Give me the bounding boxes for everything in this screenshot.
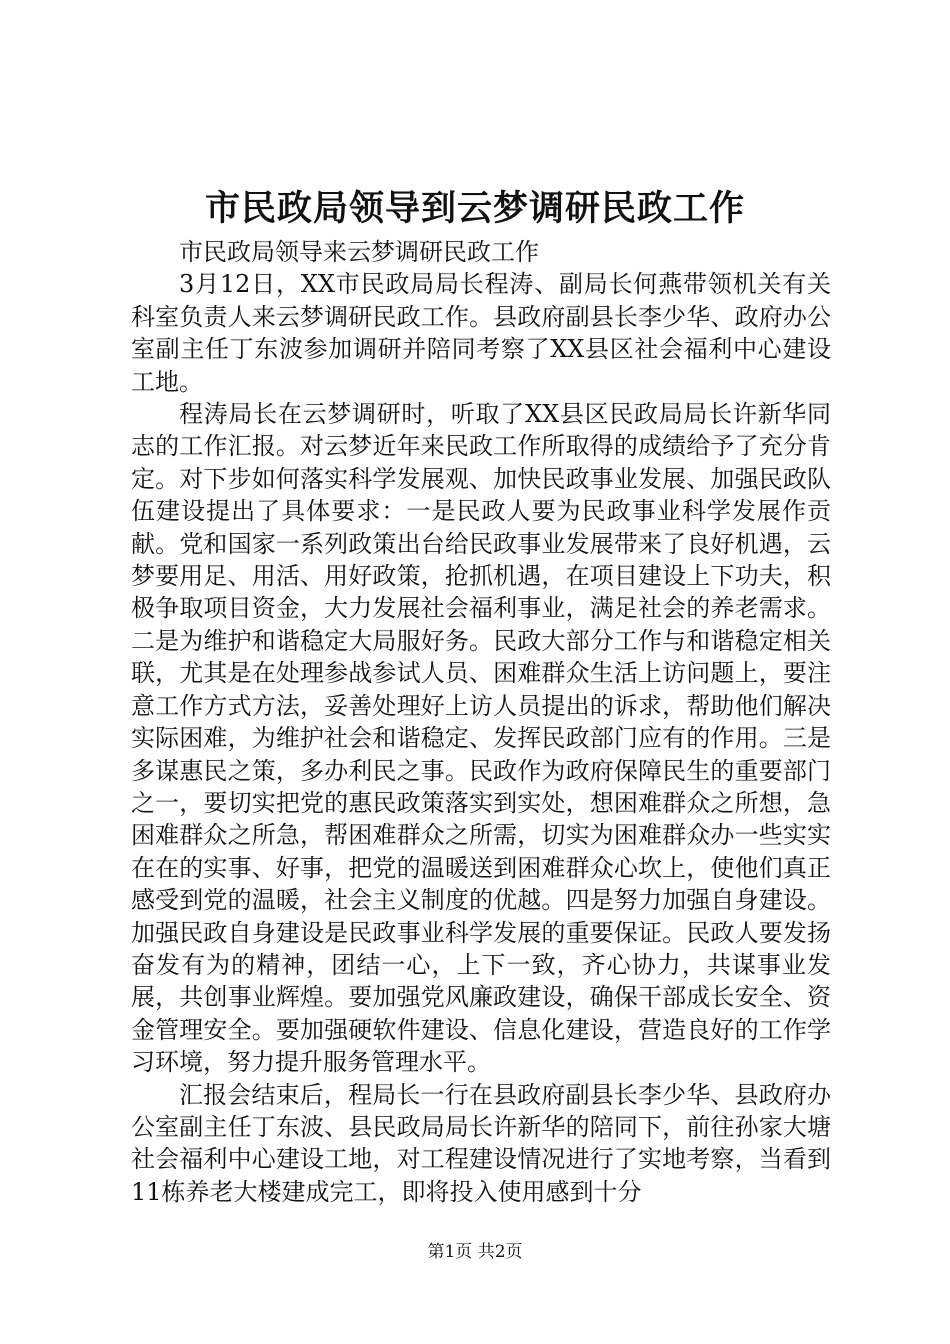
page-number-footer: 第1页 共2页 (427, 1242, 523, 1262)
document-body (131, 236, 831, 1208)
paragraph-requirements: 程涛局长在云梦调研时，听取了XX县区民政局局长许新华同志的工作汇报。对云梦近年来民政工作所取得的成绩给予了充分肯定。对下步如何落实科学发展观、加快民政事业发展、加强民政队伍建设提出了具体要求：一是民政人要为民政事业科学发展作贡献。党和国家一系列政策出台给民政事业发展带来了良好机遇，云梦要用足、用活、用好政策，抢抓机遇，在项目建设上下功夫，积极争取项目资金，大力发展社会福利事业，满足社会的养老需求。二是为维护和谐稳定大局服好务。民政大部分工作与和谐稳定相关联，尤其是在处理参战参试人员、困难群众生活上访问题上，要注意工作方式方法，妥善处理好上访人员提出的诉求，帮助他们解决实际困难，为维护社会和谐稳定、发挥民政部门应有的作用。三是多谋惠民之策，多办利民之事。民政作为政府保障民生的重要部门之一，要切实把党的惠民政策落实到实处，想困难群众之所想，急困难群众之所急，帮困难群众之所需，切实为困难群众办一些实实在在的实事、好事，把党的温暖送到困难群众心坎上，使他们真正感受到党的温暖，社会主义制度的优越。四是努力加强自身建设。加强民政自身建设是民政事业科学发展的重要保证。民政人要发扬奋发有为的精神，团结一心，上下一致，齐心协力，共谋事业发展，共创事业辉煌。要加强党风廉政建设，确保干部成长安全、资金管理安全。要加强硬软件建设、信息化建设，营造良好的工作学习环境，努力提升服务管理水平。 (131, 400, 831, 1077)
document-title: 市民政局领导到云梦调研民政工作 (204, 188, 745, 229)
paragraph-site-visit: 汇报会结束后，程局长一行在县政府副县长李少华、县政府办公室副主任丁东波、县民政局局长许新华的陪同下，前往孙家大塘社会福利中心建设工地，对工程建设情况进行了实地考察，当看到11栋养老大楼建成完工，即将投入使用感到十分 (131, 1080, 831, 1206)
paragraph-intro: 3月12日，XX市民政局局长程涛、副局长何燕带领机关有关科室负责人来云梦调研民政工作。县政府副县长李少华、政府办公室副主任丁东波参加调研并陪同考察了XX县区社会福利中心建设工地。 (131, 270, 831, 396)
paragraph-subtitle: 市民政局领导来云梦调研民政工作 (179, 238, 539, 266)
